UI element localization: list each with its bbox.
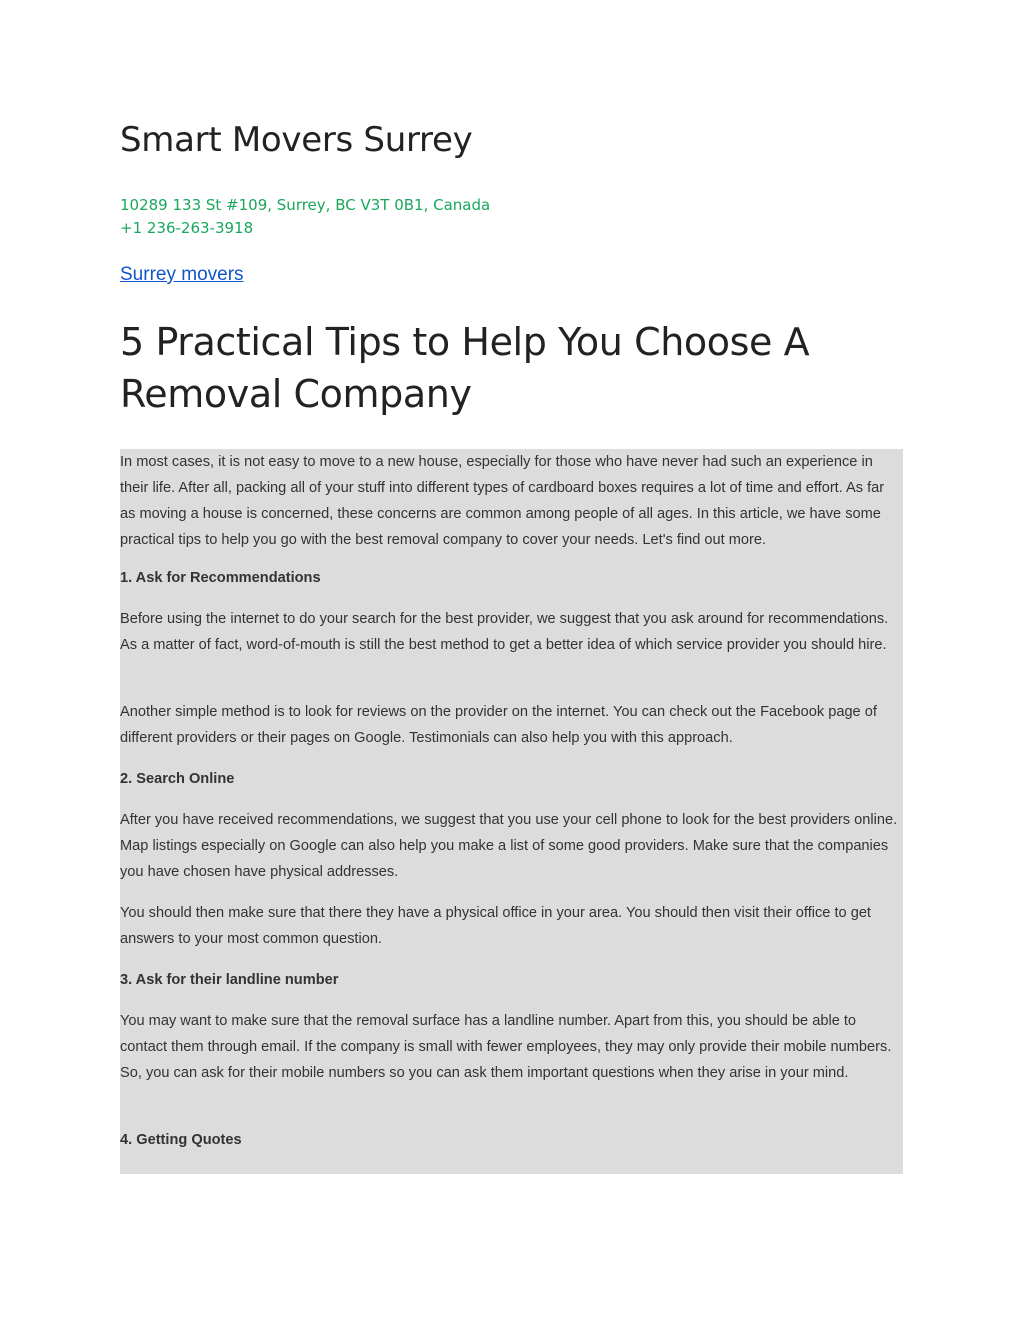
article-intro: In most cases, it is not easy to move to a new house, especially for those who have never had such an experience in their life. After all, packing all of your stuff into different types of cardboard boxes requires a lot of time and effort. As far as moving a house is concerned, these concerns are common among people of all ages. In this article, we have some practical tips to help you go with the best removal company to cover your needs. Let's find out more. [120, 454, 885, 548]
article-body [120, 449, 903, 1174]
paragraph-physical-office: You should then make sure that there they have a physical office in your area. You should then visit their office to get answers to your most common question. [120, 905, 871, 947]
company-address: 10289 133 St #109, Surrey, BC V3T 0B1, Canada [120, 196, 491, 214]
section-heading-search-online: 2. Search Online [120, 771, 235, 787]
surrey-movers-link[interactable]: Surrey movers [120, 264, 244, 285]
company-name: Smart Movers Surrey [120, 120, 473, 160]
section-heading-recommendations: 1. Ask for Recommendations [120, 570, 321, 586]
article-title: 5 Practical Tips to Help You Choose A Removal Company [120, 320, 810, 416]
paragraph-search-online: After you have received recommendations, we suggest that you use your cell phone to look for the best providers online. Map listings especially on Google can also help you make a list of some good providers. Make sure that the companies you have chosen have physical addresses. [120, 812, 898, 880]
contact-info [120, 194, 490, 240]
company-phone: +1 236-263-3918 [120, 219, 254, 237]
paragraph-reviews: Another simple method is to look for reviews on the provider on the internet. You can check out the Facebook page of different providers or their pages on Google. Testimonials can also help you with this approach. [120, 704, 877, 746]
section-heading-quotes: 4. Getting Quotes [120, 1132, 242, 1148]
paragraph-recommendations: Before using the internet to do your search for the best provider, we suggest that you ask around for recommendations. As a matter of fact, word-of-mouth is still the best method to get a better idea of which service provider you should hire. [120, 611, 889, 653]
paragraph-landline: You may want to make sure that the removal surface has a landline number. Apart from this, you should be able to contact them through email. If the company is small with fewer employees, they may only provide their mobile numbers. So, you can ask for their mobile numbers so you can ask them important questions when they arise in your mind. [120, 1013, 892, 1081]
section-heading-landline: 3. Ask for their landline number [120, 972, 339, 988]
